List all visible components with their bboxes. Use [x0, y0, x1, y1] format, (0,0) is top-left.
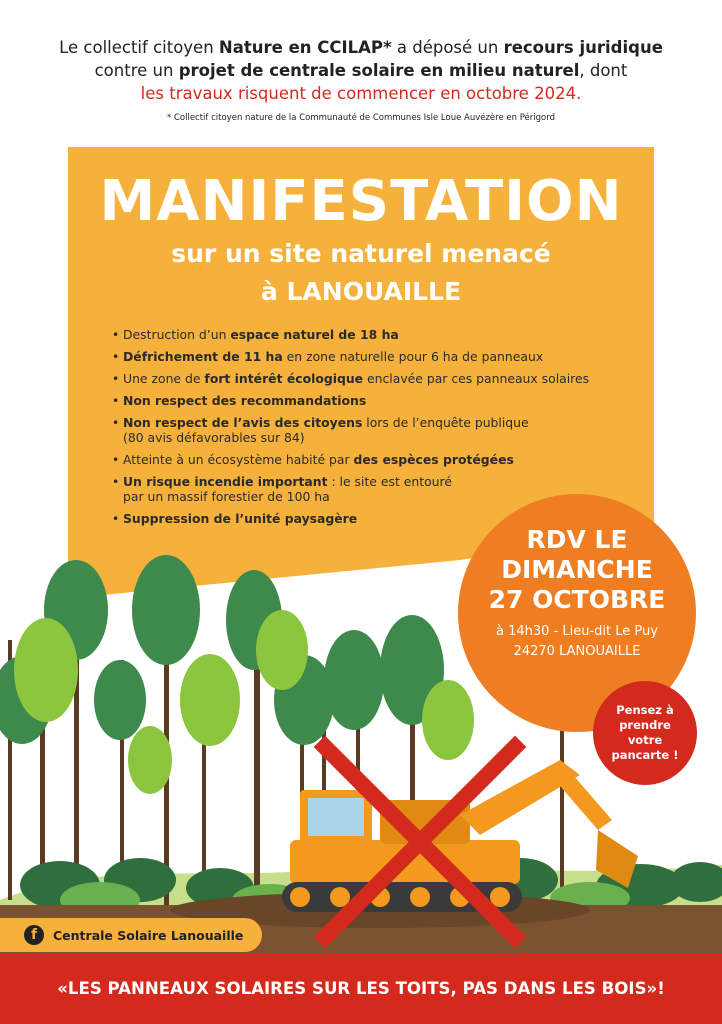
intro-line-2: contre un projet de centrale solaire en milieu naturel, dont	[94, 61, 628, 80]
project-description: projet de centrale solaire en milieu naturel	[178, 61, 580, 80]
rdv-time-place: à 14h30 - Lieu-dit Le Puy	[496, 624, 658, 639]
poster-location: à LANOUAILLE	[260, 277, 462, 306]
facebook-page-name: Centrale Solaire Lanouaille	[53, 927, 244, 943]
poster-title: MANIFESTATION	[99, 169, 623, 234]
intro-line-1: Le collectif citoyen Nature en CCILAP* a déposé un recours juridique	[59, 38, 663, 57]
list-item: • Non respect des recommandations	[112, 393, 632, 408]
collective-name: Nature en CCILAP*	[218, 38, 392, 57]
rdv-postal: 24270 LANOUAILLE	[513, 644, 641, 659]
intro-warning: les travaux risquent de commencer en octobre 2024.	[140, 84, 582, 103]
list-item: • Un risque incendie important : le site est entouré par un massif forestier de 100 ha	[112, 474, 632, 504]
list-item: • Suppression de l’unité paysagère	[112, 511, 632, 526]
slogan-banner: «LES PANNEAUX SOLAIRES SUR LES TOITS, PAS DANS LES BOIS»!	[0, 954, 722, 1024]
legal-appeal: recours juridique	[503, 38, 663, 57]
list-item: • Une zone de fort intérêt écologique enclavée par ces panneaux solaires	[112, 371, 632, 386]
list-item: • Destruction d’un espace naturel de 18 ha	[112, 327, 632, 342]
list-item: • Atteinte à un écosystème habité par des espèces protégées	[112, 452, 632, 467]
rdv-line-2: DIMANCHE	[501, 555, 653, 584]
rdv-line-1: RDV LE	[526, 525, 628, 554]
reminder-text: Pensez à prendre votre pancarte !	[611, 703, 679, 762]
rdv-date: 27 OCTOBRE	[488, 585, 666, 614]
intro-text	[0, 36, 722, 105]
reminder-badge	[593, 681, 697, 785]
list-item: • Défrichement de 11 ha en zone naturelle pour 6 ha de panneaux	[112, 349, 632, 364]
poster-subtitle: sur un site naturel menacé	[171, 239, 551, 268]
footnote: * Collectif citoyen nature de la Communauté de Communes Isle Loue Auvézère en Périgord	[167, 113, 555, 123]
facebook-link[interactable]	[0, 918, 262, 952]
list-item: • Non respect de l’avis des citoyens lors de l’enquête publique (80 avis défavorables sur 84)	[112, 415, 632, 445]
facebook-icon: f	[24, 925, 44, 945]
